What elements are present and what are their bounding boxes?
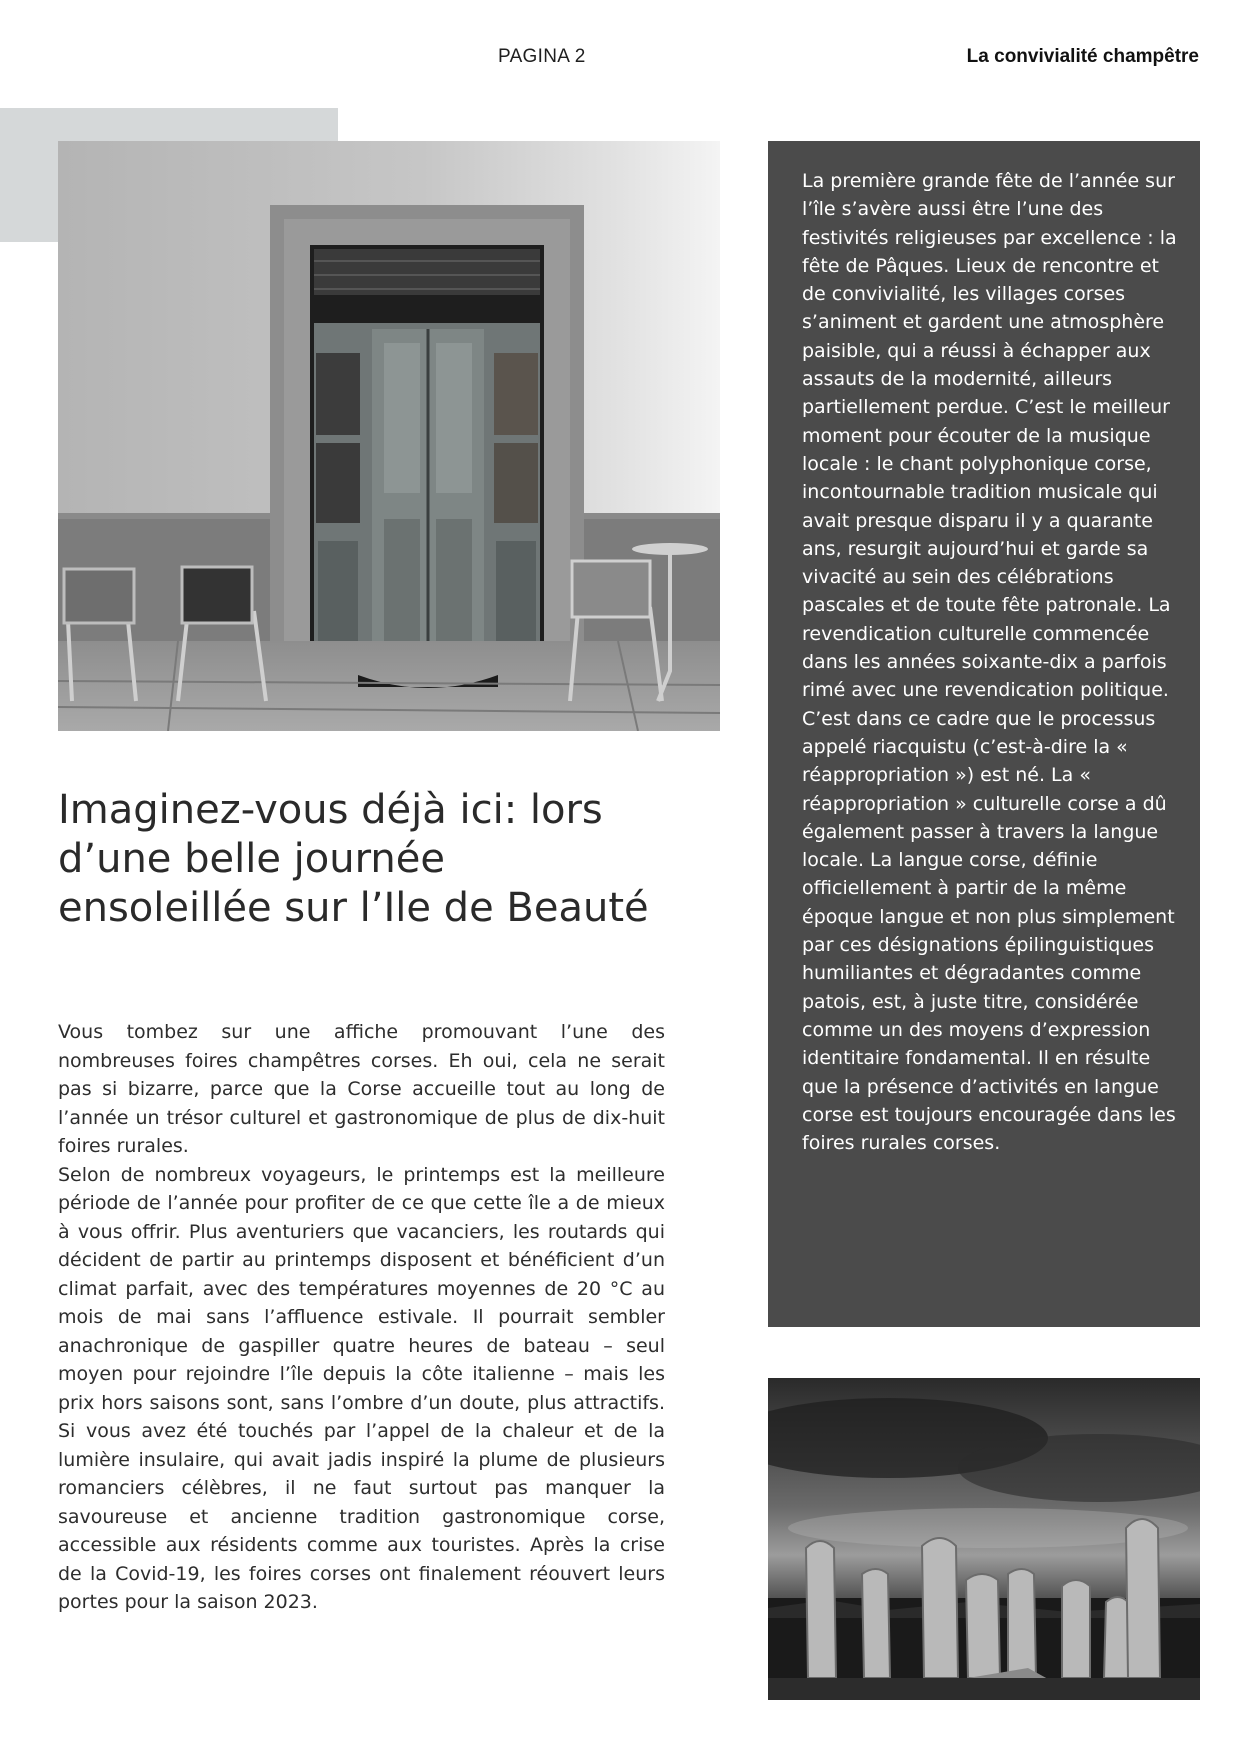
sidebar-text: La première grande fête de l’année sur l’île s’avère aussi être l’une des festivités religieuses par excellence : la fête de Pâques. Lieux de rencontre et de convivialité, les villages corses s’animent et gardent une atmosphère paisible, qui a réussi à échapper aux assauts de la modernité, ailleurs partiellement perdue. C’est le meilleur moment pour écouter de la musique locale : le chant polyphonique corse, incontournable tradition musicale qui avait presque disparu il y a quarante ans, resurgit aujourd’hui et garde sa vivacité au sein des célébrations pascales et de toute fête patronale. La revendication culturelle commencée dans les années soixante-dix a parfois rimé avec une revendication politique. C’est dans ce cadre que le processus appelé riacquistu (c’est-à-dire la « réappropriation ») est né. La « réappropriation » culturelle corse a dû également passer à travers la langue locale. La langue corse, définie officiellement à partir de la même époque langue et non plus simplement par ces désignations épilinguistiques humiliantes et dégradantes comme patois, est, à juste titre, considérée comme un des moyens d’expression identitaire fondamental. Il en résulte que la présence d’activités en langue corse est toujours encouragée dans les foires rurales corses.	[802, 170, 1177, 1155]
article-body	[58, 1018, 665, 1617]
sidebar-box	[768, 141, 1200, 1327]
article-paragraph: Selon de nombreux voyageurs, le printemps est la meilleure période de l’année pour profiter de ce que cette île a de mieux à vous offrir. Plus aventuriers que vacanciers, les routards qui décident de partir au printemps disposent et bénéficient d’un climat parfait, avec des températures moyennes de 20 °C au mois de mai sans l’affluence estivale. Il pourrait sembler anachronique de gaspiller quatre heures de bateau – seul moyen pour rejoindre l’île depuis la côte italienne – mais les prix hors saisons sont, sans l’ombre d’un doute, plus attractifs. Si vous avez été touchés par l’appel de la chaleur et de la lumière insulaire, qui avait jadis inspiré la plume de plusieurs romanciers célèbres, il ne faut surtout pas manquer la savoureuse et ancienne tradition gastronomique corse, accessible aux résidents comme aux touristes. Après la crise de la Covid-19, les foires corses ont finalement réouvert leurs portes pour la saison 2023.	[58, 1163, 665, 1613]
running-title: La convivialité champêtre	[966, 46, 1199, 67]
doorway-photo	[58, 141, 720, 731]
article-paragraph: Vous tombez sur une affiche promouvant l’une des nombreuses foires champêtres corses. Eh oui, cela ne serait pas si bizarre, parce que la Corse accueille tout au long de l’année un trésor culturel et gastronomique de plus de dix-huit foires rurales.	[58, 1021, 665, 1157]
doorway-illustration	[58, 141, 720, 731]
page-number: PAGINA 2	[498, 46, 586, 67]
standing-stones-illustration	[768, 1378, 1200, 1700]
article-headline: Imaginez-vous déjà ici: lors d’une belle journée ensoleillée sur l’Ile de Beauté	[58, 787, 649, 931]
standing-stones-photo	[768, 1378, 1200, 1700]
